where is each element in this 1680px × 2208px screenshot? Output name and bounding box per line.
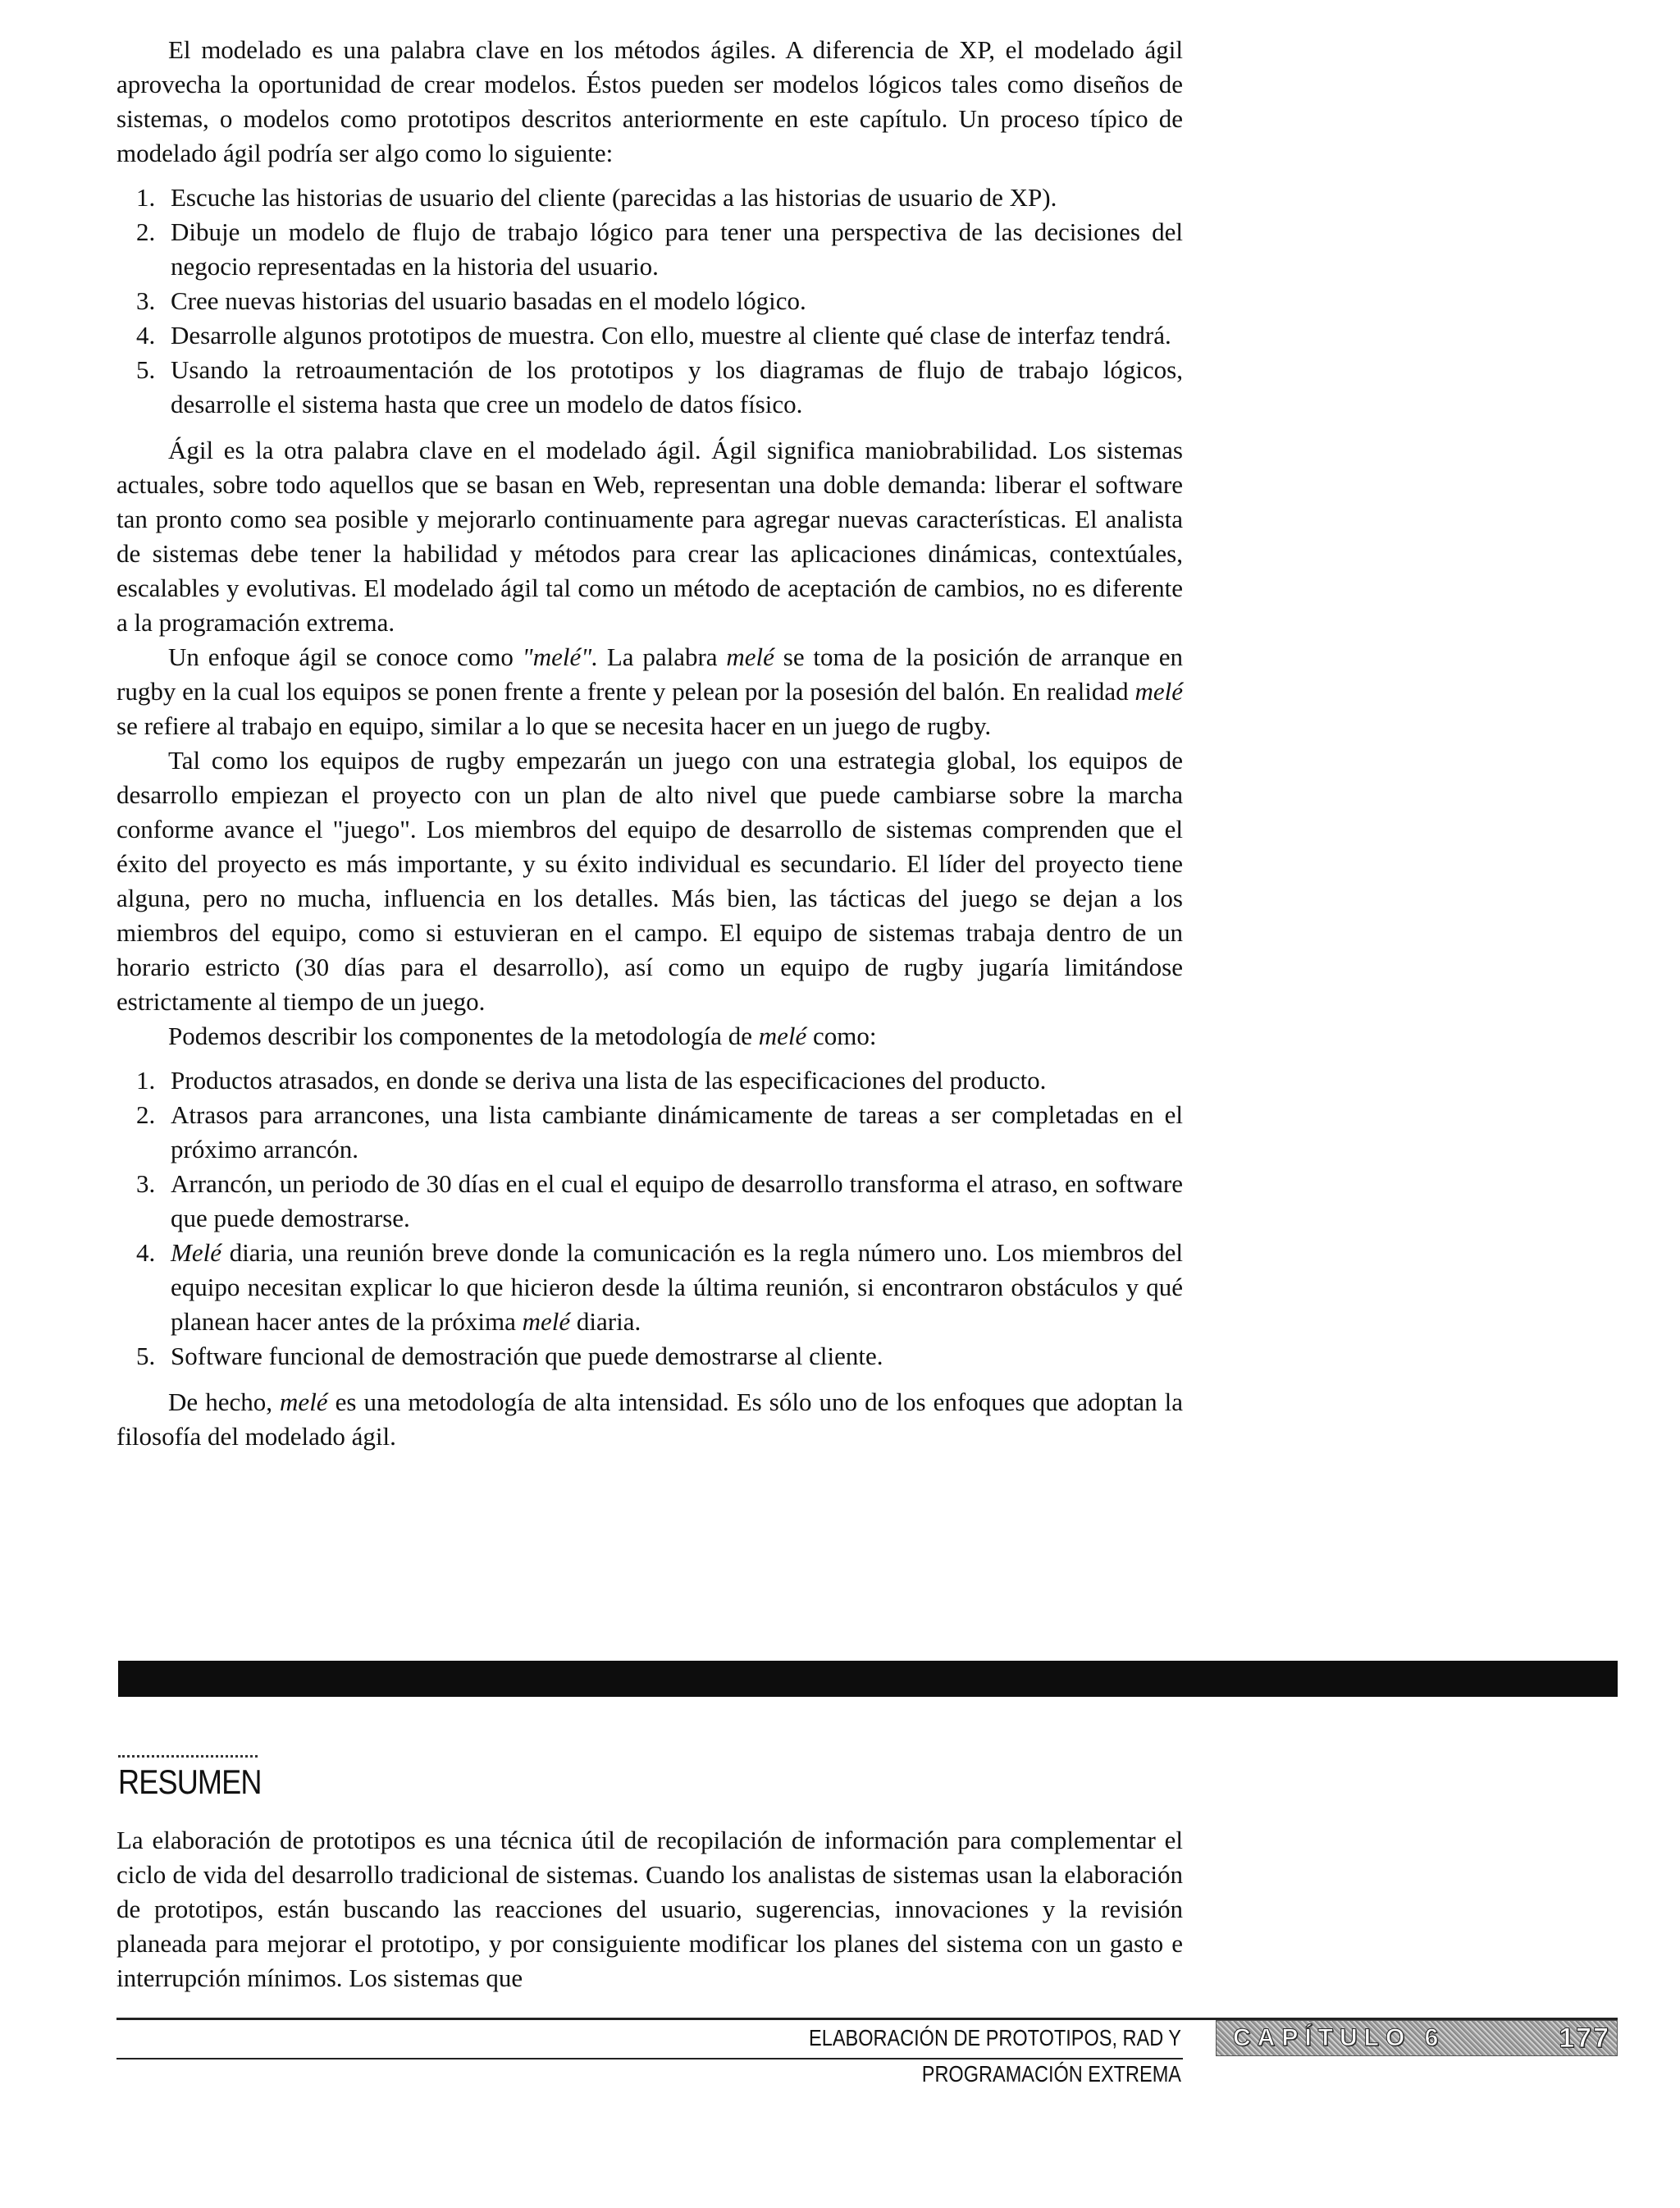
list-item-text: Usando la retroaumentación de los prototipos y los diagramas de flujo de trabajo lógicos, desarrolle el sistema hasta que cree un modelo de datos físico. [171, 355, 1183, 418]
page-number: 177 [1559, 2023, 1610, 2054]
text-run: La palabra [597, 642, 727, 671]
text-run: Un enfoque ágil se conoce como [168, 642, 523, 671]
list-item-text: Desarrolle algunos prototipos de muestra. Con ello, muestre al cliente qué clase de interfaz tendrá. [171, 321, 1171, 350]
text-run: se refiere al trabajo en equipo, similar a lo que se necesita hacer en un juego de rugby. [116, 711, 992, 740]
list-item [116, 181, 1183, 215]
emphasis: melé [758, 1022, 807, 1050]
emphasis: melé [522, 1307, 571, 1336]
section-divider-bar [118, 1661, 1618, 1697]
list-item [116, 1236, 1183, 1339]
list-item-text: Cree nuevas historias del usuario basadas en el modelo lógico. [171, 286, 806, 315]
text-run: De hecho, [168, 1387, 281, 1416]
list-item-text: Productos atrasados, en donde se deriva una lista de las especificaciones del producto. [171, 1066, 1047, 1095]
mele-components-list [116, 1063, 1183, 1374]
list-number: 5. [136, 355, 156, 384]
chapter-label: CAPÍTULO 6 [1233, 2024, 1445, 2051]
summary-paragraph: La elaboración de prototipos es una técnica útil de recopilación de información para complementar el ciclo de vida del desarrollo tradicional de sistemas. Cuando los analistas de sistemas usan la elaboración de prototipos, están buscando las reacciones del usuario, sugerencias, innovaciones y la revisión planeada para mejorar el prototipo, y por consiguiente modificar los planes del sistema con un gasto e interrupción mínimos. Los sistemas que [116, 1826, 1183, 1992]
list-item-text: Dibuje un modelo de flujo de trabajo lógico para tener una perspectiva de las decisiones del negocio representadas en la historia del usuario. [171, 217, 1183, 281]
text-run: como: [806, 1022, 877, 1050]
text-run: se toma de la posición de arranque en rugby en la cual los equipos se ponen frente a frente y pelean por la posesión del balón. En realidad [116, 642, 1183, 706]
list-item [116, 1098, 1183, 1167]
text-run: Podemos describir los componentes de la metodología de [168, 1022, 759, 1050]
list-item-text: Software funcional de demostración que puede demostrarse al cliente. [171, 1342, 883, 1370]
body-text [116, 33, 1183, 1454]
section-heading: RESUMEN [118, 1762, 262, 1801]
emphasis: melé [1134, 677, 1183, 706]
list-number: 3. [136, 286, 156, 315]
agil-paragraph: Ágil es la otra palabra clave en el modelado ágil. Ágil significa maniobrabilidad. Los sistemas actuales, sobre todo aquellos que se basan en Web, representan una doble demanda: liberar el software tan pronto como sea posible y mejorarlo continuamente para agregar nuevas características. El analista de sistemas debe tener la habilidad y métodos para crear las aplicaciones dinámicas, contextúales, escalables y evolutivas. El modelado ágil tal como un método de aceptación de cambios, no es diferente a la programación extrema. [116, 436, 1183, 637]
running-title: ELABORACIÓN DE PROTOTIPOS, RAD Y PROGRAMACIÓN EXTREMA [809, 2025, 1181, 2087]
list-item [116, 215, 1183, 284]
intro-paragraph: El modelado es una palabra clave en los métodos ágiles. A diferencia de XP, el modelado ágil aprovecha la oportunidad de crear modelos. Éstos pueden ser modelos lógicos tales como diseños de sistemas, o modelos como prototipos descritos anteriormente en este capítulo. Un proceso típico de modelado ágil podría ser algo como lo siguiente: [116, 35, 1183, 167]
list-item [116, 1063, 1183, 1098]
footer-rule [116, 2058, 1183, 2059]
list-item [116, 1167, 1183, 1236]
list-item-text: Atrasos para arrancones, una lista cambiante dinámicamente de tareas a ser completadas en el próximo arrancón. [171, 1100, 1183, 1163]
list-item [116, 318, 1183, 353]
list-item [116, 284, 1183, 318]
list-number: 4. [136, 321, 156, 350]
list-number: 1. [136, 183, 156, 212]
list-number: 2. [136, 1100, 156, 1129]
list-item-text: diaria, una reunión breve donde la comunicación es la regla número uno. Los miembros del equipo necesitan explicar lo que hicieron desde la última reunión, si encontraron obstáculos y qué planean hacer antes de la próxima [171, 1238, 1183, 1336]
agile-modeling-steps-list [116, 181, 1183, 422]
list-number: 5. [136, 1342, 156, 1370]
list-item-text: diaria. [570, 1307, 641, 1336]
list-item [116, 353, 1183, 422]
list-number: 1. [136, 1066, 156, 1095]
components-intro [116, 1019, 1183, 1054]
emphasis: "melé". [522, 642, 598, 671]
emphasis: Melé [171, 1238, 221, 1267]
dotted-rule [118, 1755, 258, 1758]
emphasis: melé [726, 642, 774, 671]
list-item-text: Arrancón, un periodo de 30 días en el cual el equipo de desarrollo transforma el atraso, en software que puede demostrarse. [171, 1169, 1183, 1232]
closing-paragraph [116, 1385, 1183, 1454]
mele-paragraph [116, 640, 1183, 743]
text-run: es una metodología de alta intensidad. Es sólo uno de los enfoques que adoptan la filosofía del modelado ágil. [116, 1387, 1183, 1451]
list-number: 2. [136, 217, 156, 246]
list-item [116, 1339, 1183, 1374]
emphasis: melé [280, 1387, 328, 1416]
list-number: 3. [136, 1169, 156, 1198]
chapter-tab [1216, 2020, 1618, 2056]
list-number: 4. [136, 1238, 156, 1267]
list-item-text: Escuche las historias de usuario del cliente (parecidas a las historias de usuario de XP). [171, 183, 1057, 212]
rugby-paragraph: Tal como los equipos de rugby empezarán un juego con una estrategia global, los equipos de desarrollo empiezan el proyecto con un plan de alto nivel que puede cambiarse sobre la marcha conforme avance el "juego". Los miembros del equipo de desarrollo de sistemas comprenden que el éxito del proyecto es más importante, y su éxito individual es secundario. El líder del proyecto tiene alguna, pero no mucha, influencia en los detalles. Más bien, las tácticas del juego se dejan a los miembros del equipo, como si estuvieran en el campo. El equipo de sistemas trabaja dentro de un horario estricto (30 días para el desarrollo), así como un equipo de rugby jugaría limitándose estrictamente al tiempo de un juego. [116, 746, 1183, 1016]
